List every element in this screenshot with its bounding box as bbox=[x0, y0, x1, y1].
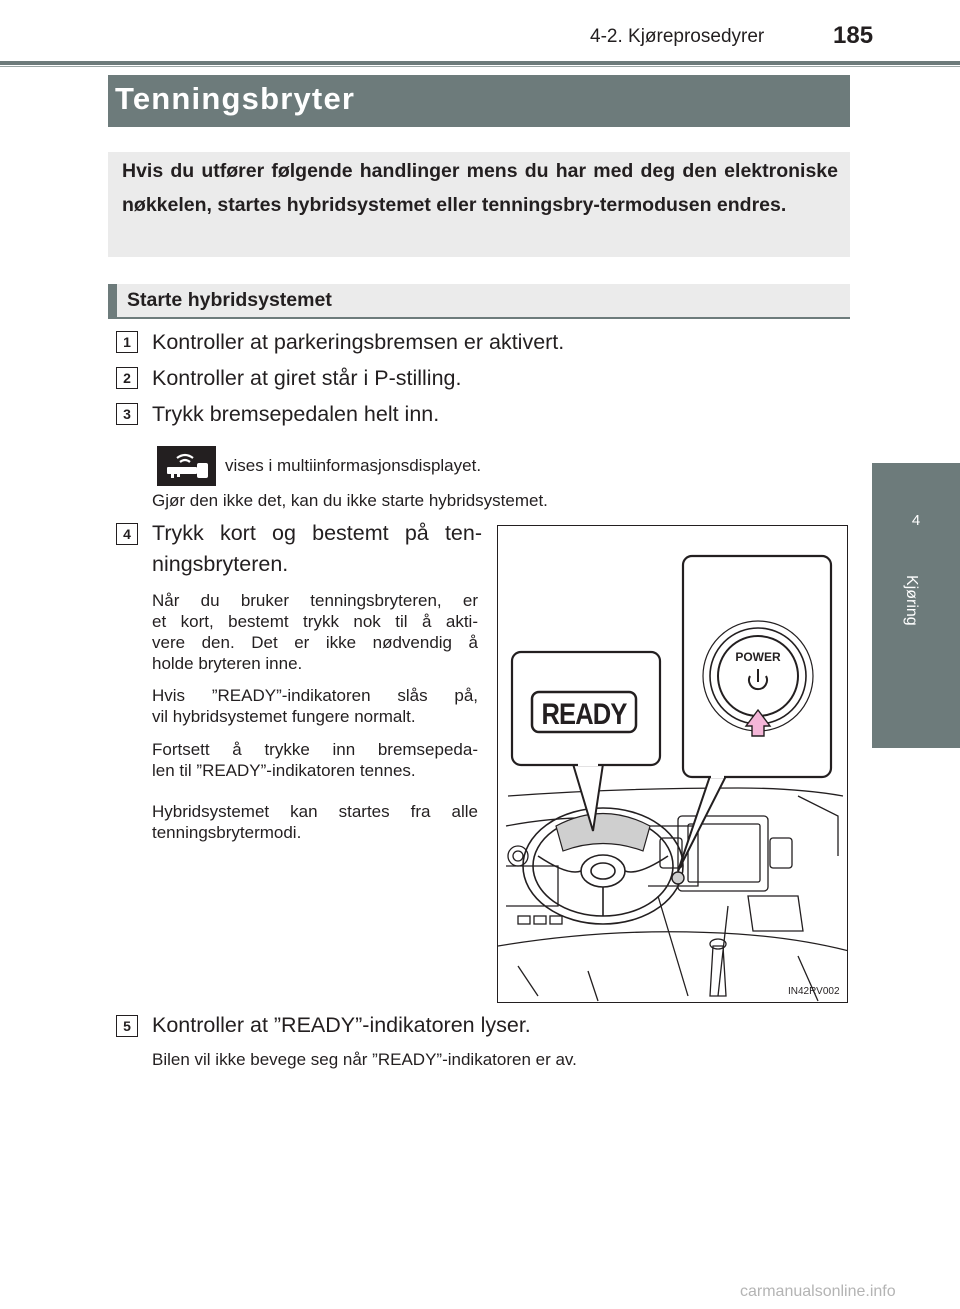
step5-note: Bilen vil ikke bevege seg når ”READY”-indikatoren er av. bbox=[152, 1050, 577, 1069]
step4-note-3 bbox=[152, 739, 478, 781]
step-text-1: Kontroller at parkeringsbremsen er aktivert. bbox=[152, 330, 565, 354]
indicator-warning: Gjør den ikke det, kan du ikke starte hybridsystemet. bbox=[152, 491, 548, 510]
indicator-text: vises i multiinformasjonsdisplayet. bbox=[225, 456, 482, 475]
step4-note-4 bbox=[152, 801, 478, 843]
note-line: et kort, bestemt trykk nok til å akti- bbox=[152, 612, 478, 631]
key-indicator-icon bbox=[157, 446, 216, 486]
dashboard-illustration bbox=[497, 525, 848, 1003]
step-text-4-line1: Trykk kort og bestemt på ten- bbox=[152, 521, 482, 545]
subsection-accent bbox=[108, 284, 117, 319]
step-number-1: 1 bbox=[116, 331, 138, 353]
section-reference: 4-2. Kjøreprosedyrer bbox=[590, 26, 765, 47]
step-number-2: 2 bbox=[116, 367, 138, 389]
note-line: vil hybridsystemet fungere normalt. bbox=[152, 707, 416, 726]
note-line: Fortsett å trykke inn bremsepeda- bbox=[152, 740, 478, 759]
step-text-5: Kontroller at ”READY”-indikatoren lyser. bbox=[152, 1013, 531, 1037]
note-line: Hvis ”READY”-indikatoren slås på, bbox=[152, 686, 478, 705]
note-line: tenningsbrytermodi. bbox=[152, 823, 302, 842]
header-rule bbox=[0, 61, 960, 65]
intro-text: Hvis du utfører følgende handlinger mens du har med deg den elektroniske nøkkelen, startes hybridsystemet eller tenningsbry-termodusen endres. bbox=[122, 160, 838, 216]
page-title: Tenningsbryter bbox=[115, 81, 356, 116]
step-number-4: 4 bbox=[116, 523, 138, 545]
power-button-label: POWER bbox=[735, 650, 781, 664]
ready-indicator-label: READY bbox=[541, 698, 627, 731]
step-text-4-line2: ningsbryteren. bbox=[152, 552, 289, 576]
note-line: len til ”READY”-indikatoren tennes. bbox=[152, 761, 416, 780]
step4-note-2 bbox=[152, 685, 478, 727]
note-line: Hybridsystemet kan startes fra alle bbox=[152, 802, 478, 821]
step-number-5: 5 bbox=[116, 1015, 138, 1037]
chapter-number: 4 bbox=[911, 512, 921, 529]
watermark: carmanualsonline.info bbox=[740, 1283, 896, 1300]
step4-note-1 bbox=[152, 590, 478, 674]
note-line: holde bryteren inne. bbox=[152, 654, 303, 673]
header-rule-thin bbox=[0, 66, 960, 67]
note-line: Når du bruker tenningsbryteren, er bbox=[152, 591, 478, 610]
step-text-3: Trykk bremsepedalen helt inn. bbox=[152, 402, 440, 426]
note-line: vere den. Det er ikke nødvendig å bbox=[152, 633, 478, 652]
step-text-2: Kontroller at giret står i P-stilling. bbox=[152, 366, 462, 390]
step-number-3: 3 bbox=[116, 403, 138, 425]
page-number: 185 bbox=[833, 22, 874, 49]
subsection-title: Starte hybridsystemet bbox=[127, 289, 332, 311]
chapter-label: Kjøring bbox=[903, 575, 920, 626]
illustration-code: IN42RV002 bbox=[788, 986, 840, 997]
